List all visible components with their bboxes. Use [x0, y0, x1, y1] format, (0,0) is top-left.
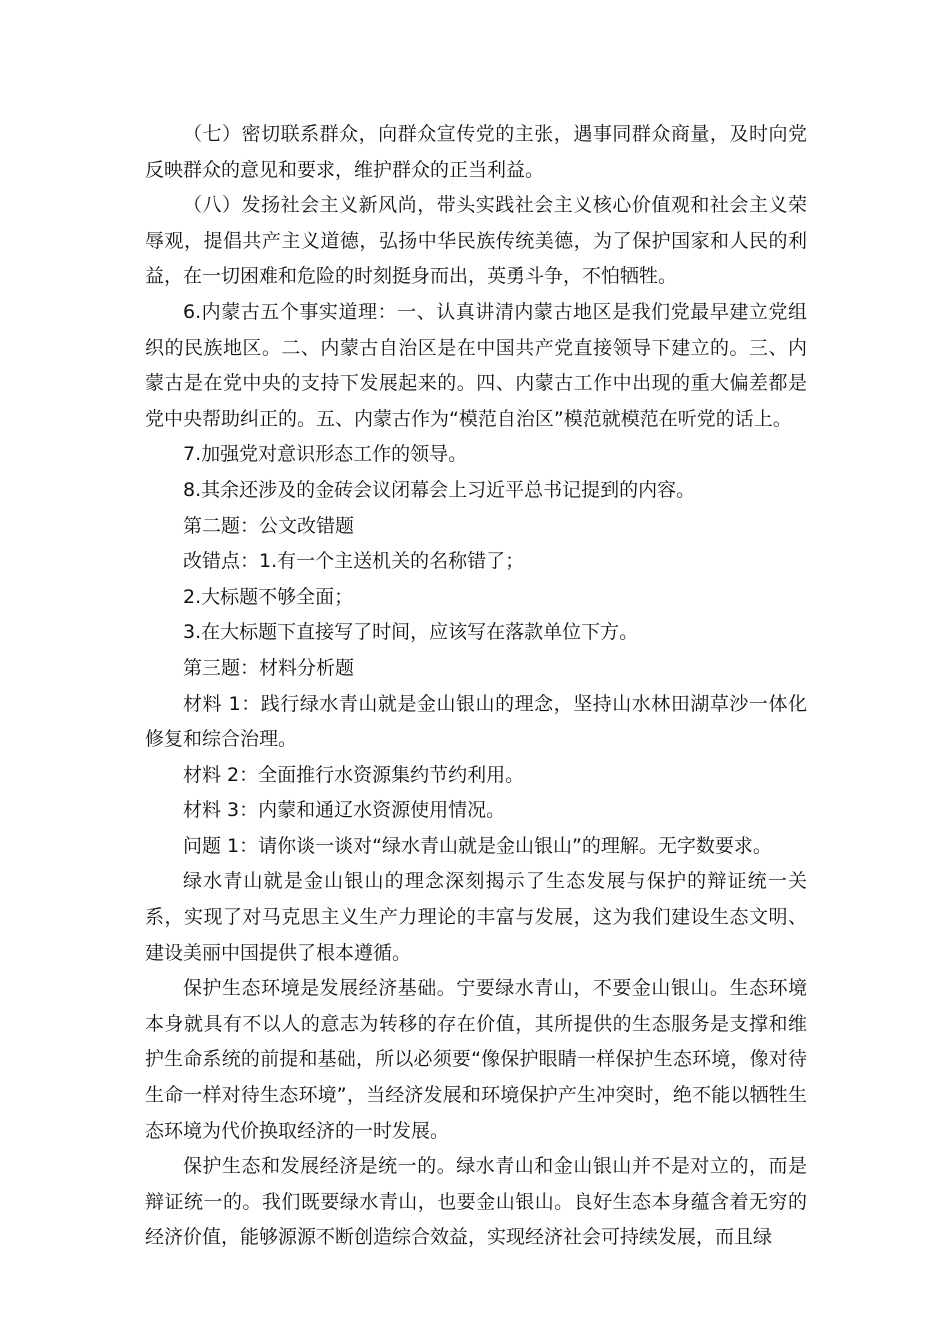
document-body — [145, 117, 807, 1256]
paragraph: （八）发扬社会主义新风尚，带头实践社会主义核心价值观和社会主义荣辱观，提倡共产主义道德，弘扬中华民族传统美德，为了保护国家和人民的利益，在一切困难和危险的时刻挺身而出，英勇斗争，不怕牺牲。 — [145, 194, 807, 288]
material-item: 材料 3：内蒙和通辽水资源使用情况。 — [183, 799, 506, 822]
paragraph: 6.内蒙古五个事实道理：一、认真讲清内蒙古地区是我们党最早建立党组织的民族地区。二、内蒙古自治区是在中国共产党直接领导下建立的。三、内蒙古是在党中央的支持下发展起来的。四、内蒙古工作中出现的重大偏差都是党中央帮助纠正的。五、内蒙古作为“模范自治区”模范就模范在听党的话上。 — [145, 300, 807, 430]
question-item: 问题 1：请你谈一谈对“绿水青山就是金山银山”的理解。无字数要求。 — [183, 834, 772, 857]
paragraph: 保护生态环境是发展经济基础。宁要绿水青山，不要金山银山。生态环境本身就具有不以人的意志为转移的存在价值，其所提供的生态服务是支撑和维护生命系统的前提和基础，所以必须要“像保护眼睛一样保护生态环境，像对待生命一样对待生态环境”，当经济发展和环境保护产生冲突时，绝不能以牺牲生态环境为代价换取经济的一时发展。 — [145, 977, 807, 1142]
paragraph: 保护生态和发展经济是统一的。绿水青山和金山银山并不是对立的，而是辩证统一的。我们既要绿水青山，也要金山银山。良好生态本身蕴含着无穷的经济价值，能够源源不断创造综合效益，实现经济社会可持续发展，而且绿 — [145, 1155, 807, 1249]
paragraph: （七）密切联系群众，向群众宣传党的主张，遇事同群众商量，及时向党反映群众的意见和要求，维护群众的正当利益。 — [145, 123, 807, 181]
paragraph: 8.其余还涉及的金砖会议闭幕会上习近平总书记提到的内容。 — [183, 478, 696, 501]
paragraph: 7.加强党对意识形态工作的领导。 — [183, 443, 468, 466]
list-item: 改错点：1.有一个主送机关的名称错了； — [183, 550, 525, 573]
material-item: 材料 1：践行绿水青山就是金山银山的理念，坚持山水林田湖草沙一体化修复和综合治理。 — [145, 692, 807, 751]
paragraph: 绿水青山就是金山银山的理念深刻揭示了生态发展与保护的辩证统一关系，实现了对马克思主义生产力理论的丰富与发展，这为我们建设生态文明、建设美丽中国提供了根本遵循。 — [145, 870, 807, 964]
list-item: 2.大标题不够全面； — [183, 585, 354, 608]
material-item: 材料 2：全面推行水资源集约节约利用。 — [183, 763, 525, 786]
section-heading: 第二题：公文改错题 — [183, 514, 355, 537]
section-heading: 第三题：材料分析题 — [183, 656, 355, 679]
list-item: 3.在大标题下直接写了时间，应该写在落款单位下方。 — [183, 621, 639, 644]
